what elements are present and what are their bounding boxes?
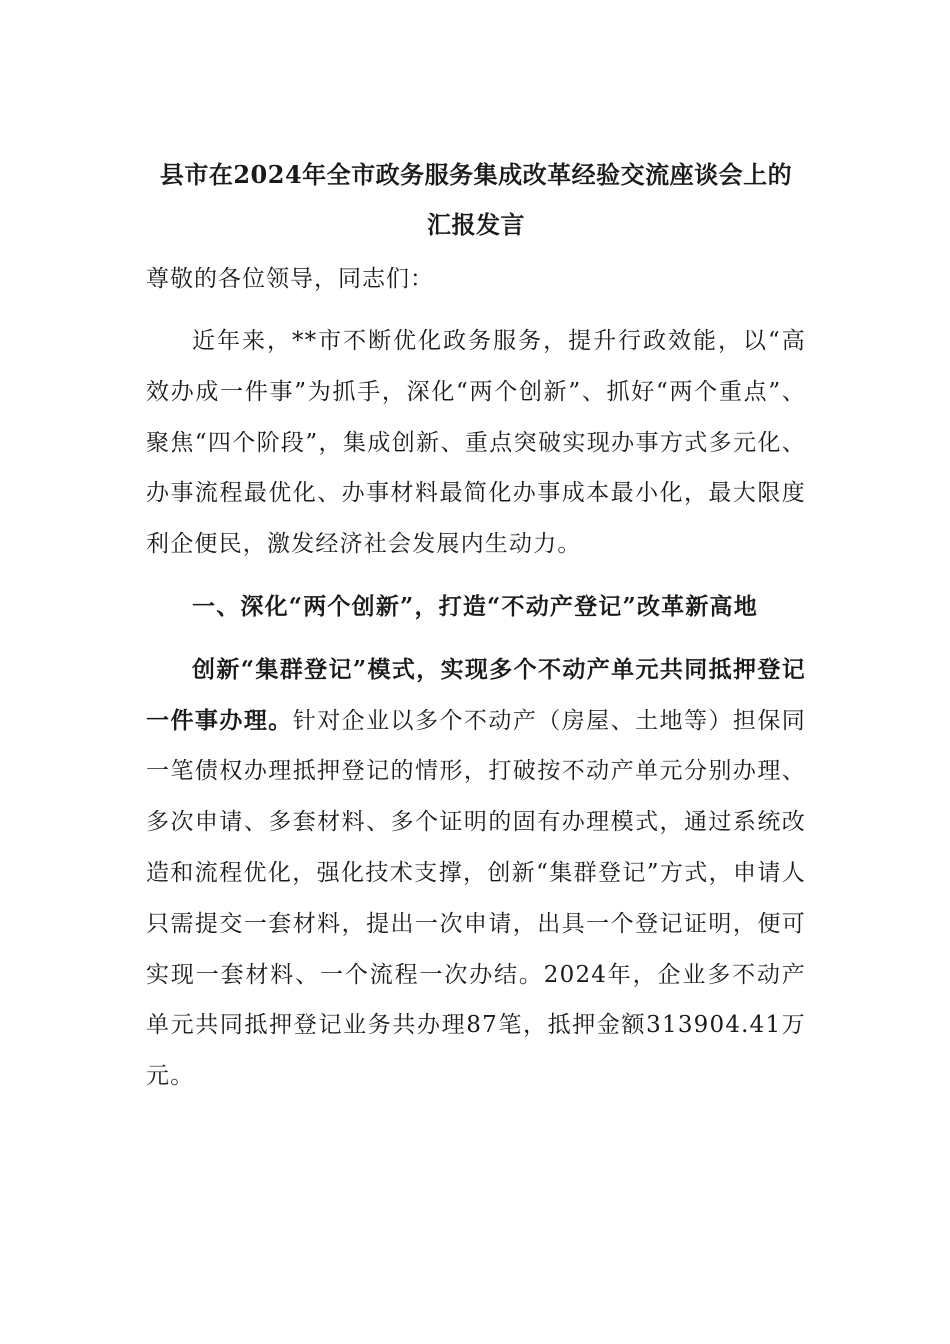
section-heading-1: 一、深化“两个创新”，打造“不动产登记”改革新高地	[192, 592, 758, 620]
title-line-2: 汇报发言	[427, 210, 525, 239]
paragraph-body-text: 针对企业以多个不动产（房屋、土地等）担保同一笔债权办理抵押登记的情形，打破按不动产单元分别办理、多次申请、多套材料、多个证明的固有办理模式，通过系统改造和流程优化，强化技术支撑，创新“集群登记”方式，申请人只需提交一套材料，提出一次申请，出具一个登记证明，便可实现一套材料、一个流程一次办结。2024年，企业多不动产单元共同抵押登记业务共办理87笔，抵押金额313904.41万元。	[146, 707, 807, 1090]
document-title	[146, 150, 806, 250]
title-line-1: 县市在2024年全市政务服务集成改革经验交流座谈会上的	[159, 160, 793, 189]
paragraph-lead-sentence: 创新“集群登记”模式，实现多个不动产单元共同抵押登记一件事办理。	[146, 655, 806, 734]
section-1-paragraph-1	[146, 645, 806, 1102]
salutation: 尊敬的各位领导，同志们：	[146, 266, 434, 292]
intro-paragraph: 近年来，**市不断优化政务服务，提升行政效能，以“高效办成一件事”为抓手，深化“两个创新”、抓好“两个重点”、聚焦“四个阶段”，集成创新、重点突破实现办事方式多元化、办事流程最优化、办事材料最简化办事成本最小化，最大限度利企便民，激发经济社会发展内生动力。	[146, 328, 806, 558]
document-body	[146, 150, 806, 1102]
